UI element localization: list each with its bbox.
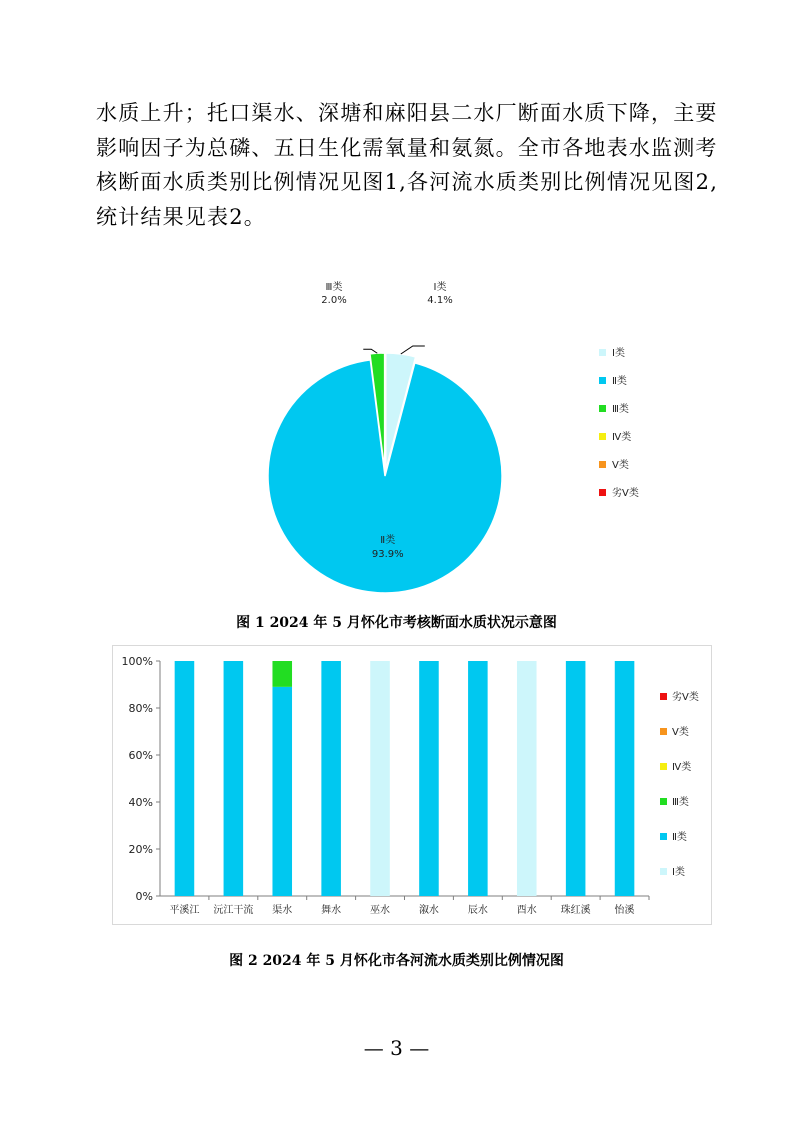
x-tick-label: 渠水 [272, 905, 293, 916]
x-tick-label: 平溪江 [169, 905, 200, 916]
legend-swatch [599, 433, 606, 440]
y-tick-label: 20% [128, 843, 153, 856]
legend-label: 劣Ⅴ类 [672, 692, 699, 703]
page-number: — 3 — [363, 1036, 430, 1060]
x-tick-label: 沅江干流 [213, 905, 254, 916]
legend-label: Ⅴ类 [672, 727, 689, 738]
body-text-line: 影响因子为总磷、五日生化需氧量和氨氮。全市各地表水监测考 [96, 135, 718, 160]
body-paragraph [96, 96, 719, 234]
legend-swatch [660, 728, 667, 735]
pie-leader-line [401, 346, 425, 354]
x-tick-label: 酉水 [516, 905, 537, 916]
pie-label-category: Ⅲ类 [325, 282, 343, 293]
bar-segment [517, 661, 537, 896]
legend-label: Ⅱ类 [612, 376, 627, 387]
pie-label-value: 93.9% [371, 549, 404, 561]
legend-swatch [660, 833, 667, 840]
bar-segment [272, 687, 292, 896]
pie-label-category: Ⅱ类 [380, 535, 396, 547]
legend-swatch [599, 461, 606, 468]
y-tick-label: 0% [135, 890, 153, 903]
legend-label: Ⅴ类 [612, 460, 629, 471]
legend-swatch [660, 798, 667, 805]
body-text-line: 统计结果见表2。 [96, 204, 266, 229]
bar-segment [321, 661, 341, 896]
bar-segment [175, 661, 195, 896]
body-text-line: 核断面水质类别比例情况见图1,各河流水质类别比例情况见图2, [96, 170, 719, 195]
legend-label: Ⅲ类 [612, 404, 629, 415]
figure2-caption: 图 2 2024 年 5 月怀化市各河流水质类别比例情况图 [229, 953, 564, 969]
x-tick-label: 溆水 [418, 905, 439, 916]
body-text-line: 水质上升；托口渠水、深塘和麻阳县二水厂断面水质下降，主要 [96, 101, 718, 125]
legend-label: Ⅳ类 [612, 432, 632, 443]
x-tick-label: 辰水 [467, 905, 488, 916]
x-tick-label: 舞水 [321, 905, 342, 916]
legend-label: 劣Ⅴ类 [612, 488, 639, 499]
x-tick-label: 怡溪 [614, 905, 635, 916]
legend-label: Ⅰ类 [672, 867, 685, 878]
pie-label-value: 2.0% [321, 295, 347, 306]
bar-segment [224, 661, 244, 896]
legend-label: Ⅳ类 [672, 762, 692, 773]
bar-segment [615, 661, 635, 896]
legend-swatch [599, 349, 606, 356]
bar-segment [468, 661, 488, 896]
legend-swatch [599, 377, 606, 384]
legend-label: Ⅲ类 [672, 797, 689, 808]
x-tick-label: 珠红溪 [560, 905, 591, 916]
legend-swatch [599, 405, 606, 412]
figure2-stacked-bar-chart [112, 645, 712, 925]
legend-swatch [599, 489, 606, 496]
legend-swatch [660, 763, 667, 770]
bar-segment [370, 661, 390, 896]
y-tick-label: 40% [128, 796, 153, 809]
y-tick-label: 100% [121, 655, 153, 668]
legend-swatch [660, 693, 667, 700]
legend-swatch [660, 868, 667, 875]
legend-label: Ⅱ类 [672, 832, 687, 843]
legend-label: Ⅰ类 [612, 348, 625, 359]
bar-segment [272, 661, 292, 687]
x-tick-label: 巫水 [370, 905, 391, 916]
pie-label-category: Ⅰ类 [433, 282, 447, 293]
bar-segment [419, 661, 439, 896]
pie-label-value: 4.1% [427, 295, 453, 306]
y-tick-label: 80% [128, 702, 153, 715]
y-tick-label: 60% [128, 749, 153, 762]
bar-segment [566, 661, 586, 896]
figure1-pie-chart [250, 276, 670, 606]
figure1-caption: 图 1 2024 年 5 月怀化市考核断面水质状况示意图 [236, 615, 557, 631]
